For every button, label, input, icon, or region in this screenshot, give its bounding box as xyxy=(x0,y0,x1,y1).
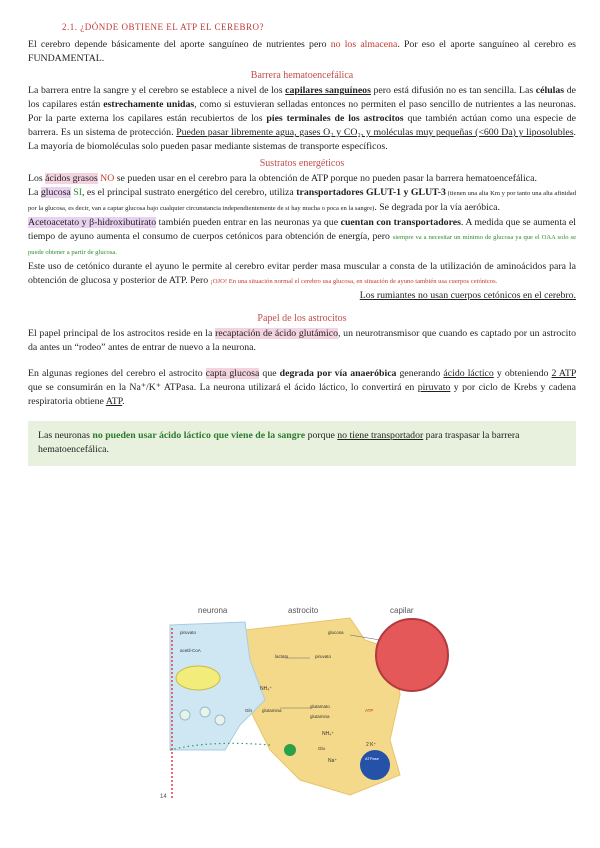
fa-highlight: ácidos grasos xyxy=(45,173,98,184)
note-text: porque xyxy=(305,430,338,441)
barrier-text: . La mayoría de biomoléculas solo pueden pasar mediante sistemas de transporte específicos. xyxy=(28,127,576,152)
intro-paragraph xyxy=(28,38,576,66)
section-title: 2.1. ¿DÓNDE OBTIENE EL ATP EL CEREBRO? xyxy=(62,22,264,32)
ac-highlight: Acetoacetato y β-hidroxibutirato xyxy=(28,217,157,228)
astro2-anaerobic: degrada por vía anaeróbica xyxy=(279,368,397,379)
barrier-tight: estrechamente unidas xyxy=(103,99,195,110)
ruminants-line xyxy=(28,289,576,303)
label-glutamato: glutamato xyxy=(310,704,330,709)
gl-text: , es el principal sustrato energético del cerebro, utiliza xyxy=(81,187,297,198)
ac-transporters: cuentan con transportadores xyxy=(340,217,461,228)
astro-glutamate: recaptación de ácido glutámico xyxy=(215,328,339,339)
label-astrocyte: astrocito xyxy=(288,606,319,615)
gl-si: SI xyxy=(70,187,82,198)
label-glutamina2: glutamina xyxy=(310,714,330,719)
ac-text: también pueden entrar en las neuronas ya que xyxy=(156,217,341,228)
astro2-text-end: . xyxy=(122,396,125,407)
astro2-atp-end: ATP xyxy=(105,396,123,407)
intro-text-end: . Por eso el aporte sanguíneo al cerebro es FUNDAMENTAL. xyxy=(28,39,576,64)
fa-text-end: se pueden usar en el cerebro para la obtención de ATP porque no pueden pasar la barrera hematoencefálica. xyxy=(114,173,537,184)
barrier-text: , como si estuvieran selladas entonces no permiten el paso sencillo de nutrientes a las neuronas. Por la parte externa los capilares están recubiertos de los xyxy=(28,99,576,124)
ce-red-note: ¡OJO! En una situación normal el cerebro usa glucosa, en situación de ayuno también usa cuerpos cetónicos. xyxy=(210,278,498,285)
vesicle xyxy=(200,707,210,717)
note-highlight: no pueden usar ácido láctico que viene de la sangre xyxy=(92,430,306,441)
barrier-capillaries: capilares sanguíneos xyxy=(285,85,371,96)
barrier-text: de los capilares están xyxy=(28,85,576,110)
astro-text-end: , un neurotransmisor que cuando es captado por un astrocito da antes un “rodeo” antes de entrar de nuevo a la neurona. xyxy=(28,328,576,353)
barrier-heading: Barrera hematoencefálica xyxy=(250,70,354,81)
astro2-atp: 2 ATP xyxy=(551,368,576,379)
astro-heading: Papel de los astrocitos xyxy=(257,313,347,324)
note-no-transporter: no tiene transportador xyxy=(337,430,424,441)
label-k: 2 K⁺ xyxy=(366,742,377,748)
gl-text: La xyxy=(28,187,41,198)
astro2-glucose: capta glucosa xyxy=(205,368,260,379)
ketone-paragraph xyxy=(28,216,576,260)
fa-text: Los xyxy=(28,173,46,184)
vesicle xyxy=(215,715,225,725)
spacer xyxy=(28,355,576,367)
note-text: Las neuronas xyxy=(38,430,93,441)
label-gln: Gln xyxy=(245,708,253,713)
capillary-shape xyxy=(376,619,448,691)
barrier-text: que también actúan como una especie de barrera. Es un sistema de protección. xyxy=(28,113,576,138)
ac-text: . A medida que se aumenta el tiempo de ayuno aumenta el consumo de cuerpos cetónicos para obtención de energía, pero xyxy=(28,217,576,242)
fatty-acids-paragraph xyxy=(28,172,576,186)
label-atpase: ATPase xyxy=(365,756,379,761)
ac-green-note: siempre va a necesitar un mínimo de glucosa ya que el OAA solo se puede obtener a partir de glucosa. xyxy=(28,234,576,256)
astro2-text: y por ciclo de Krebs y cadena respiratoria obtiene xyxy=(28,382,577,407)
barrier-astro-feet: pies terminales de los astrocitos xyxy=(266,113,404,124)
label-capillary: capilar xyxy=(390,606,414,615)
ruminants-text: Los rumiantes no usan cuerpos cetónicos en el cerebro. xyxy=(359,290,576,301)
barrier-cells: células xyxy=(535,85,565,96)
label-neuron: neurona xyxy=(198,606,228,615)
glucose-paragraph xyxy=(28,186,576,216)
label-lactato: lactato xyxy=(275,654,289,659)
label-nh4: NH₄⁺ xyxy=(260,686,272,692)
ketone-use-paragraph xyxy=(28,260,576,289)
gl-highlight: glucosa xyxy=(40,187,71,198)
astro-paragraph-2 xyxy=(28,367,576,409)
gl-note: (tienen una alta Km y por tanto una alta afinidad por la glucosa, es decir, van a captar glucosa bajo cualquier circunstancia independientemente de si hay mucha o poca en la sangre) xyxy=(28,190,576,212)
astro2-pyruvate: piruvato xyxy=(417,382,451,393)
na-k-atpase xyxy=(360,750,390,780)
label-na: Na⁺ xyxy=(328,758,338,764)
label-glu: Glu xyxy=(318,746,326,751)
intro-text: El cerebro depende básicamente del aporte sanguíneo de nutrientes pero xyxy=(28,39,331,50)
barrier-paragraph xyxy=(28,84,576,154)
mitochondrion-neuron xyxy=(176,666,220,690)
barrier-free-pass: Pueden pasar libremente agua, gases O₂ y CO₂, y moléculas muy pequeñas (<600 Da) y liposolubles xyxy=(176,127,574,138)
astro2-text: que xyxy=(259,368,280,379)
astro-text: El papel principal de los astrocitos reside en la xyxy=(28,328,216,339)
page-mark: 14 xyxy=(160,794,167,800)
substrates-heading: Sustratos energéticos xyxy=(259,158,345,169)
label-acetil: acetil-CoA xyxy=(180,648,201,653)
astro2-text: En algunas regiones del cerebro el astrocito xyxy=(28,368,206,379)
barrier-text: pero está difusión no es tan sencilla. Las xyxy=(370,85,536,96)
gl-text-end: . Se degrada por la vía aeróbica. xyxy=(374,202,500,213)
note-text-end: para traspasar la barrera hematoencefálica. xyxy=(38,430,520,455)
transporter-green xyxy=(284,744,296,756)
astro-paragraph-1 xyxy=(28,327,576,355)
label-glutamina: glutamina xyxy=(262,708,282,713)
label-piruvato: piruvato xyxy=(180,630,197,635)
label-piruvato2: piruvato xyxy=(315,654,332,659)
intro-highlight: no los almacena xyxy=(330,39,398,50)
barrier-text: La barrera entre la sangre y el cerebro se establece a nivel de los xyxy=(28,85,286,96)
label-nh4b: NH₄⁺ xyxy=(322,731,334,737)
astro2-lactic: ácido láctico xyxy=(443,368,494,379)
note-box xyxy=(28,421,576,466)
fa-no: NO xyxy=(97,173,115,184)
label-glucosa: glucosa xyxy=(328,630,344,635)
astro2-text: que se consumirán en la Na⁺/K⁺ ATPasa. La neurona utilizará el ácido láctico, lo convertirá en xyxy=(28,382,418,393)
astro2-text: generando xyxy=(396,368,444,379)
gl-transporters: transportadores GLUT-1 y GLUT-3 xyxy=(296,187,446,198)
document-page xyxy=(28,22,576,466)
vesicle xyxy=(180,710,190,720)
astrocyte-diagram xyxy=(150,600,460,810)
label-atp: ATP xyxy=(365,708,374,713)
ce-text: Este uso de cetónico durante el ayuno le permite al cerebro evitar perder masa muscular a consta de la utilización de aminoácidos para la obtención de glucosa y posterior de ATP. Pero xyxy=(28,261,576,286)
astro2-text: y obteniendo xyxy=(493,368,552,379)
